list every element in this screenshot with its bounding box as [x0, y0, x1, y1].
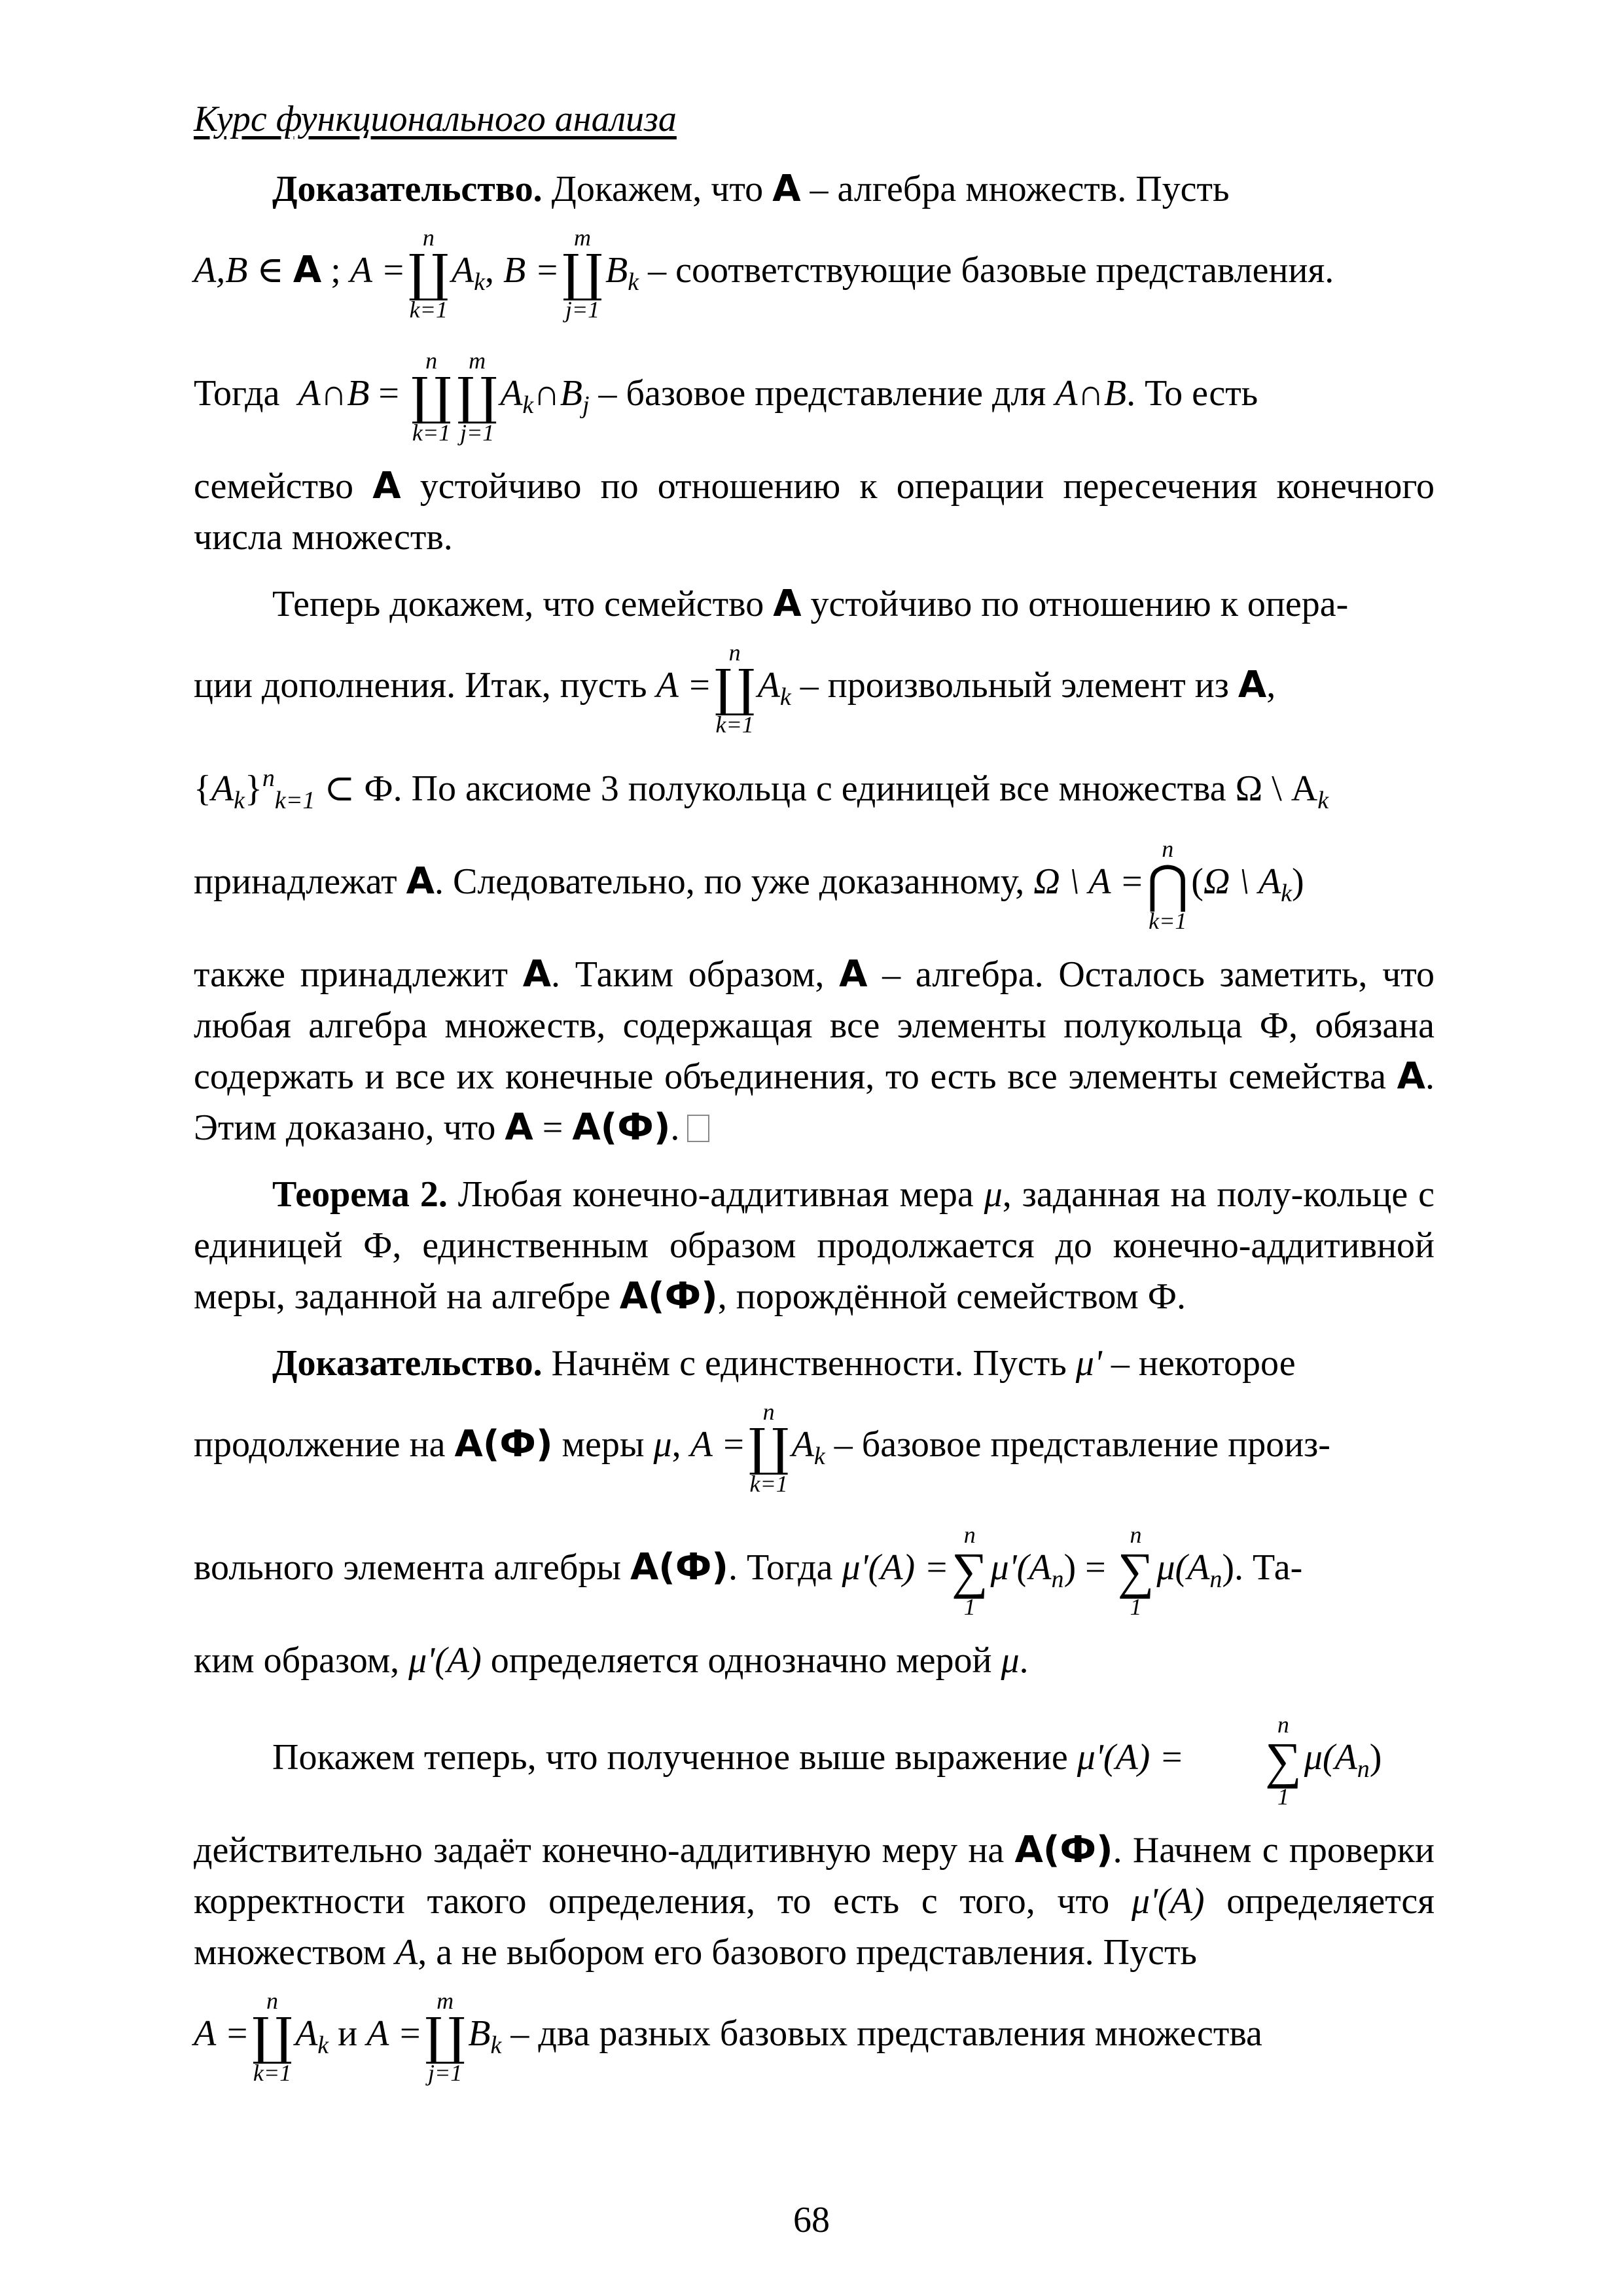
coproduct-operator: n ∐ k=1 — [408, 224, 449, 323]
math-line-complement: ции дополнения. Итак, пусть A = n ∐ k=1 $A_k$ – произвольный элемент из A, — [194, 639, 1276, 738]
sum-operator: n ∑ 1 — [951, 1522, 988, 1621]
cap-operator: n ⋂ k=1 — [1147, 836, 1189, 935]
coproduct-operator: n ∐ k=1 — [714, 639, 755, 738]
proof-paragraph-4: Покажем теперь, что полученное выше выражение μ'(A) = n ∑ 1 $\mu(A_n)$ — [272, 1712, 1382, 1810]
coproduct-operator: n ∐ k=1 — [748, 1399, 789, 1498]
coproduct-operator: n ∐ k=1 — [251, 1988, 293, 2087]
math-line-axiom: $\{A_k\}^n_{k=1}$ ⊂ Ф. По аксиоме 3 полукольца с единицей все множества Ω \ $A_k$ — [194, 764, 1329, 814]
proof-lead: Доказательство. — [272, 1343, 543, 1384]
theorem-2: Теорема 2. Любая конечно-аддитивная мера μ, заданная на полу-кольце с единицей Ф, единственным образом продолжается до конечно-аддитивной меры, заданной на алгебре A(Ф), порождённой семейством Ф. — [194, 1174, 1435, 1318]
theorem-lead: Теорема 2. — [272, 1174, 448, 1215]
sum-operator: n ∑ 1 — [1265, 1712, 1302, 1810]
page-body — [194, 164, 1435, 2101]
page-number: 68 — [793, 2200, 830, 2240]
math-line-extension: продолжение на A(Ф) меры μ, A = n ∐ k=1 $A_k$ – базовое представление произ- — [194, 1399, 1330, 1498]
proof-paragraph-1-end: семейство A устойчиво по отношению к операции пересечения конечного числа множеств. — [194, 465, 1435, 558]
math-line-intersection: Тогда A∩B = n ∐ k=1 m ∐ j=1 $A_k\cap B_j$ – базовое представление для A∩B. То есть — [194, 348, 1258, 446]
qed-box-icon — [687, 1115, 709, 1142]
proof-paragraph-3-end: ким образом, μ'(A) определяется однозначно мерой μ. — [194, 1640, 1029, 1681]
coproduct-operator: m ∐ j=1 — [562, 224, 603, 323]
running-header: Курс функционального анализа — [194, 99, 677, 139]
proof-lead: Доказательство. — [272, 169, 543, 209]
proof-paragraph-4-body: действительно задаёт конечно-аддитивную меру на A(Ф). Начнем с проверки корректности такого определения, то есть с того, что μ'(A) определяется множеством A, а не выбором его базового представления. Пусть — [194, 1829, 1435, 1973]
proof-paragraph-2: Теперь докажем, что семейство A устойчиво по отношению к опера- — [272, 583, 1349, 625]
math-line-two-representations: A = n ∐ k=1 $A_k$ и A = m ∐ j=1 $B_k$ – два разных базовых представления множества — [194, 1988, 1262, 2087]
algebra-symbol: A — [772, 168, 801, 210]
math-line-representations: A,B ∈ A ; A = n ∐ k=1 $A_k$, B = m ∐ j=1 $B_k$ – соответствующие базовые представления. — [194, 224, 1334, 323]
sum-operator: n ∑ 1 — [1117, 1522, 1154, 1621]
proof-paragraph-1: Доказательство. Докажем, что A – алгебра множеств. Пусть — [272, 168, 1230, 210]
proof-paragraph-3: Доказательство. Начнём с единственности. Пусть μ' – некоторое — [272, 1343, 1296, 1384]
coproduct-operator: n ∐ k=1 — [411, 348, 452, 446]
proof-paragraph-2-end: также принадлежит A. Таким образом, A – алгебра. Осталось заметить, что любая алгебра множеств, содержащая все элементы полукольца Ф, обязана содержать и все их конечные объединения, то есть все элементы семейства A. Этим доказано, что A = A(Ф). — [194, 953, 1435, 1149]
math-line-omega: принадлежат A. Следовательно, по уже доказанному, Ω \ A = n ⋂ k=1 (Ω \ $A_k$) — [194, 836, 1304, 935]
math-line-sum: вольного элемента алгебры A(Ф). Тогда μ'(A) = n ∑ 1 $\mu'(A_n)$ = n ∑ 1 $\mu(A_n)$. Та- — [194, 1522, 1303, 1621]
coproduct-operator: m ∐ j=1 — [425, 1988, 466, 2087]
coproduct-operator: m ∐ j=1 — [457, 348, 498, 446]
